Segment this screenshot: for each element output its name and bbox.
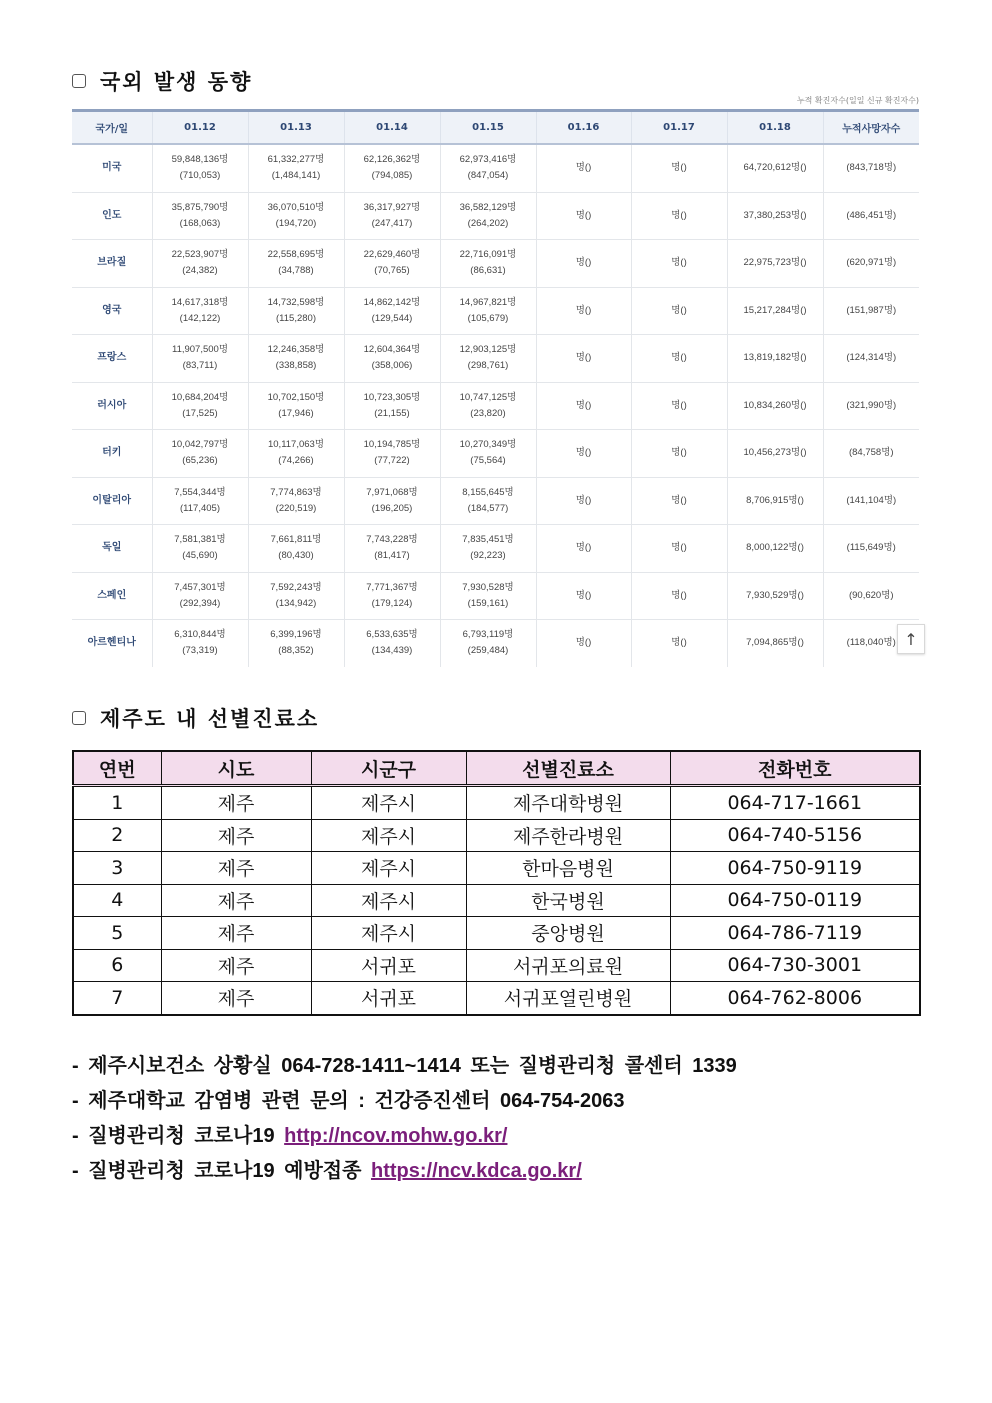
- daily-cases-cell: 명(): [631, 240, 727, 288]
- daily-cases-cell: 명(): [631, 382, 727, 430]
- table-row: [73, 786, 920, 820]
- scroll-to-top-button[interactable]: [897, 624, 925, 654]
- row-number: 3: [73, 852, 161, 885]
- cumulative-count: 10,194,785명: [363, 439, 421, 451]
- daily-cases-cell: [440, 620, 536, 667]
- daily-cases-cell: 22,975,723명(): [727, 240, 823, 288]
- cumulative-count: 14,967,821명: [459, 296, 517, 308]
- new-count: (86,631): [470, 265, 506, 277]
- new-count: (184,577): [467, 502, 509, 514]
- daily-cases-cell: 7,930,529명(): [727, 572, 823, 620]
- daily-cases-cell: 8,706,915명(): [727, 477, 823, 525]
- daily-cases-cell: [152, 430, 248, 478]
- jeju-screening-clinics-table: [72, 750, 921, 1016]
- new-count: (17,946): [278, 407, 314, 419]
- daily-cases-cell: [248, 525, 344, 573]
- new-count: (196,205): [371, 502, 413, 514]
- cumulative-count: 62,973,416명: [459, 154, 517, 166]
- daily-cases-cell: [248, 335, 344, 383]
- daily-cases-cell: 명(): [536, 382, 631, 430]
- table-row: [73, 949, 920, 982]
- daily-cases-cell: 10,456,273명(): [727, 430, 823, 478]
- daily-cases-cell: [344, 335, 440, 383]
- cumulative-count: 14,617,318명: [171, 296, 229, 308]
- new-count: (259,484): [467, 645, 509, 657]
- deaths-cell: (151,987명): [823, 287, 919, 335]
- col-header-date: 01.18: [727, 111, 823, 145]
- daily-cases-cell: 명(): [536, 240, 631, 288]
- cumulative-count: 59,848,136명: [171, 154, 229, 166]
- province-cell: 제주: [161, 884, 311, 917]
- table-row: [72, 192, 919, 240]
- clinic-name: 한마음병원: [466, 852, 670, 885]
- daily-cases-cell: 명(): [631, 620, 727, 667]
- new-count: (105,679): [467, 312, 509, 324]
- city-cell: 제주시: [311, 917, 466, 950]
- new-count: (129,544): [371, 312, 413, 324]
- daily-cases-cell: [440, 525, 536, 573]
- new-count: (83,711): [182, 360, 218, 372]
- checkbox-bullet-icon: [72, 74, 86, 88]
- province-cell: 제주: [161, 982, 311, 1015]
- daily-cases-cell: [248, 192, 344, 240]
- daily-cases-cell: 명(): [536, 477, 631, 525]
- new-count: (220,519): [275, 502, 317, 514]
- table-row: [73, 819, 920, 852]
- cumulative-count: 10,684,204명: [171, 391, 229, 403]
- clinic-name: 서귀포의료원: [466, 949, 670, 982]
- cumulative-count: 6,399,196명: [270, 629, 322, 641]
- daily-cases-cell: 명(): [631, 477, 727, 525]
- deaths-cell: (321,990명): [823, 382, 919, 430]
- table-row: [72, 430, 919, 478]
- col-header-date: 01.14: [344, 111, 440, 145]
- country-name: 브라질: [72, 240, 152, 288]
- phone-number: 064-730-3001: [670, 949, 920, 982]
- daily-cases-cell: 64,720,612명(): [727, 144, 823, 192]
- daily-cases-cell: 명(): [536, 620, 631, 667]
- daily-cases-cell: [248, 430, 344, 478]
- daily-cases-cell: 37,380,253명(): [727, 192, 823, 240]
- row-number: 1: [73, 786, 161, 820]
- new-count: (23,820): [470, 407, 506, 419]
- cumulative-count: 7,743,228명: [366, 534, 418, 546]
- cumulative-count: 7,661,811명: [270, 534, 322, 546]
- deaths-cell: (141,104명): [823, 477, 919, 525]
- new-count: (134,439): [371, 645, 413, 657]
- col-header-number: 연번: [73, 751, 161, 786]
- deaths-cell: (124,314명): [823, 335, 919, 383]
- new-count: (17,525): [182, 407, 218, 419]
- cumulative-count: 7,771,367명: [366, 581, 418, 593]
- province-cell: 제주: [161, 917, 311, 950]
- col-header-date: 01.17: [631, 111, 727, 145]
- daily-cases-cell: [248, 240, 344, 288]
- daily-cases-cell: 10,834,260명(): [727, 382, 823, 430]
- section-title-text: 국외 발생 동향: [100, 70, 253, 94]
- cumulative-count: 6,793,119명: [462, 629, 514, 641]
- cumulative-count: 22,523,907명: [171, 249, 229, 261]
- daily-cases-cell: [344, 144, 440, 192]
- new-count: (134,942): [275, 597, 317, 609]
- row-number: 5: [73, 917, 161, 950]
- daily-cases-cell: [152, 335, 248, 383]
- daily-cases-cell: [440, 382, 536, 430]
- daily-cases-cell: [248, 477, 344, 525]
- col-header-province: 시도: [161, 751, 311, 786]
- deaths-cell: (84,758명): [823, 430, 919, 478]
- new-count: (142,122): [179, 312, 221, 324]
- new-count: (115,280): [276, 312, 316, 324]
- country-name: 아르헨티나: [72, 620, 152, 667]
- col-header-phone: 전화번호: [670, 751, 920, 786]
- new-count: (75,564): [470, 455, 506, 467]
- country-name: 인도: [72, 192, 152, 240]
- daily-cases-cell: [152, 382, 248, 430]
- cumulative-count: 12,604,364명: [363, 344, 421, 356]
- table-row: [72, 144, 919, 192]
- phone-number: 064-750-9119: [670, 852, 920, 885]
- daily-cases-cell: [344, 620, 440, 667]
- daily-cases-cell: [248, 382, 344, 430]
- table-note: 누적 확진자수(일일 신규 확진자수): [796, 96, 919, 105]
- clinic-name: 서귀포열린병원: [466, 982, 670, 1015]
- daily-cases-cell: [344, 192, 440, 240]
- new-count: (847,054): [467, 170, 509, 182]
- daily-cases-cell: [152, 287, 248, 335]
- cumulative-count: 35,875,790명: [171, 201, 229, 213]
- cumulative-count: 36,317,927명: [363, 201, 421, 213]
- phone-number: 064-717-1661: [670, 786, 920, 820]
- phone-number: 064-762-8006: [727, 986, 863, 1009]
- daily-cases-cell: [440, 144, 536, 192]
- table-row: [72, 620, 919, 667]
- section-title-jeju-clinics: [72, 703, 319, 733]
- cumulative-count: 7,835,451명: [462, 534, 514, 546]
- daily-cases-cell: 명(): [631, 144, 727, 192]
- cumulative-count: 7,774,863명: [270, 486, 322, 498]
- table-row: [72, 477, 919, 525]
- daily-cases-cell: [152, 192, 248, 240]
- cumulative-count: 22,558,695명: [267, 249, 325, 261]
- cumulative-count: 6,533,635명: [366, 629, 418, 641]
- cumulative-count: 14,862,142명: [363, 296, 421, 308]
- new-count: (710,053): [179, 170, 221, 182]
- cumulative-count: 10,042,797명: [171, 439, 229, 451]
- daily-cases-cell: [152, 144, 248, 192]
- new-count: (88,352): [278, 645, 314, 657]
- cumulative-count: 22,629,460명: [363, 249, 421, 261]
- note-line-kdca-vaccine: [72, 1154, 737, 1189]
- cumulative-count: 11,907,500명: [171, 344, 229, 356]
- daily-cases-cell: 13,819,182명(): [727, 335, 823, 383]
- new-count: (77,722): [374, 455, 410, 467]
- col-header-deaths: 누적사망자수: [823, 111, 919, 145]
- daily-cases-cell: [248, 287, 344, 335]
- daily-cases-cell: 명(): [536, 525, 631, 573]
- daily-cases-cell: [440, 430, 536, 478]
- new-count: (65,236): [182, 455, 218, 467]
- daily-cases-cell: [344, 287, 440, 335]
- new-count: (81,417): [374, 550, 410, 562]
- cumulative-count: 12,903,125명: [459, 344, 517, 356]
- city-cell: 서귀포: [311, 949, 466, 982]
- city-cell: 제주시: [311, 852, 466, 885]
- cumulative-count: 62,126,362명: [363, 154, 421, 166]
- row-number: 6: [73, 949, 161, 982]
- daily-cases-cell: [440, 572, 536, 620]
- clinic-name: 제주대학병원: [466, 786, 670, 820]
- table-row: [72, 572, 919, 620]
- daily-cases-cell: 명(): [536, 430, 631, 478]
- cumulative-count: 7,554,344명: [174, 486, 226, 498]
- daily-cases-cell: 15,217,284명(): [727, 287, 823, 335]
- new-count: (794,085): [371, 170, 413, 182]
- table-row: [72, 335, 919, 383]
- row-number: 7: [73, 982, 161, 1015]
- new-count: (338,858): [275, 360, 317, 372]
- city-cell: 서귀포: [311, 982, 466, 1015]
- new-count: (92,223): [470, 550, 506, 562]
- daily-cases-cell: 명(): [536, 572, 631, 620]
- new-count: (168,063): [179, 217, 221, 229]
- new-count: (24,382): [182, 265, 218, 277]
- new-count: (292,394): [179, 597, 221, 609]
- daily-cases-cell: [152, 477, 248, 525]
- province-cell: 제주: [161, 819, 311, 852]
- col-header-clinic: 선별진료소: [466, 751, 670, 786]
- col-header-date: 01.15: [440, 111, 536, 145]
- daily-cases-cell: [344, 430, 440, 478]
- daily-cases-cell: [248, 620, 344, 667]
- col-header-date: 01.16: [536, 111, 631, 145]
- cumulative-count: 10,270,349명: [459, 439, 517, 451]
- cumulative-count: 36,582,129명: [459, 201, 517, 213]
- cumulative-count: 36,070,510명: [267, 201, 325, 213]
- daily-cases-cell: [440, 335, 536, 383]
- table-row: [73, 982, 920, 1015]
- new-count: (45,690): [182, 550, 218, 562]
- new-count: (247,417): [371, 217, 413, 229]
- daily-cases-cell: 8,000,122명(): [727, 525, 823, 573]
- new-count: (73,319): [182, 645, 218, 657]
- new-count: (34,788): [278, 265, 314, 277]
- contact-notes: [72, 1049, 737, 1189]
- country-name: 스페인: [72, 572, 152, 620]
- new-count: (21,155): [374, 407, 410, 419]
- row-number: 2: [73, 819, 161, 852]
- table-row: [73, 884, 920, 917]
- table-row: [72, 382, 919, 430]
- deaths-cell: (486,451명): [823, 192, 919, 240]
- clinic-name: 제주한라병원: [466, 819, 670, 852]
- daily-cases-cell: 명(): [536, 192, 631, 240]
- cumulative-count: 22,716,091명: [459, 249, 517, 261]
- cumulative-count: 7,581,381명: [174, 534, 226, 546]
- clinic-name: 한국병원: [466, 884, 670, 917]
- phone-number: 064-740-5156: [670, 819, 920, 852]
- country-name: 영국: [72, 287, 152, 335]
- section-title-international: [72, 66, 252, 96]
- cumulative-count: 7,930,528명: [462, 581, 514, 593]
- daily-cases-cell: [248, 144, 344, 192]
- daily-cases-cell: [152, 240, 248, 288]
- country-name: 독일: [72, 525, 152, 573]
- ncov-link[interactable]: http://ncov.mohw.go.kr/: [284, 1125, 508, 1147]
- daily-cases-cell: 명(): [631, 572, 727, 620]
- country-name: 프랑스: [72, 335, 152, 383]
- daily-cases-cell: 명(): [536, 335, 631, 383]
- international-cases-table: [72, 109, 919, 667]
- table-header-row: [73, 751, 920, 786]
- daily-cases-cell: 명(): [631, 287, 727, 335]
- daily-cases-cell: [440, 192, 536, 240]
- arrow-up-icon: ↑: [904, 629, 918, 649]
- province-cell: 제주: [161, 852, 311, 885]
- cumulative-count: 7,971,068명: [366, 486, 418, 498]
- daily-cases-cell: [344, 382, 440, 430]
- new-count: (74,266): [278, 455, 314, 467]
- note-label: - 질병관리청 코로나19 예방접종: [72, 1160, 371, 1182]
- daily-cases-cell: [344, 572, 440, 620]
- section-title-text: 제주도 내 선별진료소: [100, 707, 320, 731]
- note-line-university: - 제주대학교 감염병 관련 문의 : 건강증진센터 064-754-2063: [72, 1090, 625, 1112]
- daily-cases-cell: 명(): [631, 430, 727, 478]
- cumulative-count: 10,702,150명: [267, 391, 325, 403]
- province-cell: 제주: [161, 949, 311, 982]
- daily-cases-cell: 명(): [631, 192, 727, 240]
- daily-cases-cell: 명(): [536, 144, 631, 192]
- country-name: 미국: [72, 144, 152, 192]
- row-number: 4: [73, 884, 161, 917]
- new-count: (298,761): [467, 360, 509, 372]
- checkbox-bullet-icon: [72, 711, 86, 725]
- table-row: [72, 525, 919, 573]
- deaths-cell: (118,040명): [846, 637, 896, 649]
- table-row: [72, 240, 919, 288]
- note-label: - 질병관리청 코로나19: [72, 1125, 285, 1147]
- daily-cases-cell: [440, 240, 536, 288]
- daily-cases-cell: [248, 572, 344, 620]
- daily-cases-cell: 명(): [631, 525, 727, 573]
- daily-cases-cell: [344, 525, 440, 573]
- cumulative-count: 10,747,125명: [459, 391, 517, 403]
- new-count: (358,006): [371, 360, 413, 372]
- col-header-date: 01.13: [248, 111, 344, 145]
- city-cell: 제주시: [311, 884, 466, 917]
- daily-cases-cell: [344, 477, 440, 525]
- col-header-city: 시군구: [311, 751, 466, 786]
- note-line-kdca-covid: [72, 1119, 737, 1154]
- country-name: 이탈리아: [72, 477, 152, 525]
- cumulative-count: 14,732,598명: [267, 296, 325, 308]
- cumulative-count: 12,246,358명: [267, 344, 325, 356]
- daily-cases-cell: [440, 477, 536, 525]
- cumulative-count: 8,155,645명: [462, 486, 514, 498]
- daily-cases-cell: [152, 572, 248, 620]
- daily-cases-cell: [152, 620, 248, 667]
- daily-cases-cell: 7,094,865명(): [727, 620, 823, 667]
- new-count: (1,484,141): [271, 170, 321, 182]
- daily-cases-cell: [440, 287, 536, 335]
- daily-cases-cell: 명(): [631, 335, 727, 383]
- new-count: (80,430): [278, 550, 314, 562]
- phone-number: 064-750-0119: [670, 884, 920, 917]
- col-header-date: 01.12: [152, 111, 248, 145]
- new-count: (179,124): [371, 597, 413, 609]
- new-count: (117,405): [180, 502, 220, 514]
- col-header-country: 국가/일: [72, 111, 152, 145]
- new-count: (159,161): [467, 597, 509, 609]
- deaths-cell: (115,649명): [823, 525, 919, 573]
- deaths-cell: (90,620명): [823, 572, 919, 620]
- daily-cases-cell: [344, 240, 440, 288]
- cumulative-count: 10,723,305명: [363, 391, 421, 403]
- table-row: [73, 852, 920, 885]
- phone-number: 064-786-7119: [670, 917, 920, 950]
- clinic-name: 중앙병원: [466, 917, 670, 950]
- new-count: (194,720): [275, 217, 317, 229]
- daily-cases-cell: 명(): [536, 287, 631, 335]
- cumulative-count: 61,332,277명: [267, 154, 325, 166]
- country-name: 러시아: [72, 382, 152, 430]
- city-cell: 제주시: [311, 786, 466, 820]
- table-row: [72, 287, 919, 335]
- table-header-row: [72, 111, 919, 145]
- cumulative-count: 7,592,243명: [270, 581, 322, 593]
- daily-cases-cell: [152, 525, 248, 573]
- cumulative-count: 6,310,844명: [174, 629, 226, 641]
- deaths-cell: (843,718명): [823, 144, 919, 192]
- new-count: (264,202): [467, 217, 509, 229]
- country-name: 터키: [72, 430, 152, 478]
- province-cell: 제주: [161, 786, 311, 820]
- new-count: (70,765): [374, 265, 410, 277]
- cumulative-count: 10,117,063명: [267, 439, 325, 451]
- note-line-health-center: - 제주시보건소 상황실 064-728-1411~1414 또는 질병관리청 콜센터 1339: [72, 1055, 737, 1077]
- table-row: [73, 917, 920, 950]
- city-cell: 제주시: [311, 819, 466, 852]
- cumulative-count: 7,457,301명: [174, 581, 226, 593]
- ncv-link[interactable]: https://ncv.kdca.go.kr/: [370, 1160, 582, 1182]
- deaths-cell: (620,971명): [823, 240, 919, 288]
